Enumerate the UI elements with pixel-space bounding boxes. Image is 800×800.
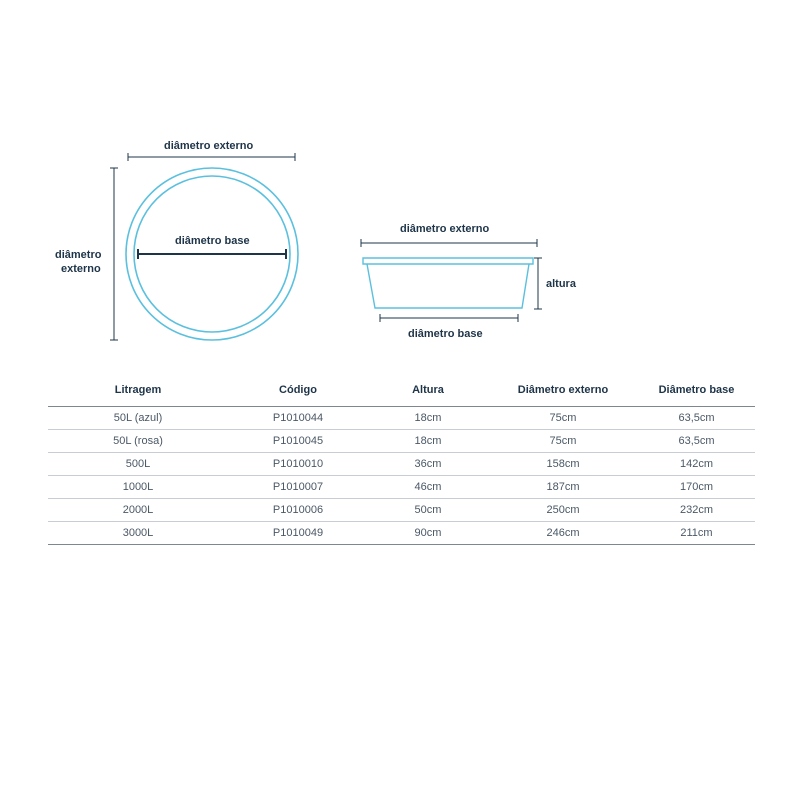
table-row bbox=[48, 430, 755, 453]
top-view-external-diameter-label: diâmetro externo bbox=[164, 140, 254, 152]
top-view-side-label-line2: externo bbox=[61, 263, 101, 275]
table-row bbox=[48, 453, 755, 476]
cell-codigo: P1010045 bbox=[228, 430, 368, 453]
cell-diametro-base: 142cm bbox=[638, 453, 755, 476]
dimension-diagram bbox=[0, 0, 800, 360]
cell-codigo: P1010049 bbox=[228, 522, 368, 545]
header-altura: Altura bbox=[368, 378, 488, 407]
cell-codigo: P1010010 bbox=[228, 453, 368, 476]
cell-diametro-externo: 158cm bbox=[488, 453, 638, 476]
table-header-row bbox=[48, 378, 755, 407]
tub-rim bbox=[363, 258, 533, 264]
cell-litragem: 3000L bbox=[48, 522, 228, 545]
specs-table bbox=[48, 378, 755, 545]
top-view-side-label-line1: diâmetro bbox=[55, 249, 102, 261]
header-diametro-base: Diâmetro base bbox=[638, 378, 755, 407]
cell-litragem: 1000L bbox=[48, 476, 228, 499]
cell-diametro-base: 63,5cm bbox=[638, 407, 755, 430]
cell-diametro-externo: 75cm bbox=[488, 430, 638, 453]
cell-litragem: 50L (azul) bbox=[48, 407, 228, 430]
cell-diametro-externo: 75cm bbox=[488, 407, 638, 430]
header-diametro-externo: Diâmetro externo bbox=[488, 378, 638, 407]
cell-diametro-externo: 246cm bbox=[488, 522, 638, 545]
cell-litragem: 2000L bbox=[48, 499, 228, 522]
table-row bbox=[48, 499, 755, 522]
cell-altura: 46cm bbox=[368, 476, 488, 499]
cell-diametro-base: 63,5cm bbox=[638, 430, 755, 453]
cell-diametro-base: 170cm bbox=[638, 476, 755, 499]
table-row bbox=[48, 522, 755, 545]
cell-codigo: P1010044 bbox=[228, 407, 368, 430]
cell-codigo: P1010006 bbox=[228, 499, 368, 522]
cell-litragem: 500L bbox=[48, 453, 228, 476]
cell-diametro-externo: 250cm bbox=[488, 499, 638, 522]
cell-litragem: 50L (rosa) bbox=[48, 430, 228, 453]
table-row bbox=[48, 407, 755, 430]
cell-diametro-base: 232cm bbox=[638, 499, 755, 522]
cell-altura: 18cm bbox=[368, 430, 488, 453]
cell-altura: 50cm bbox=[368, 499, 488, 522]
cell-diametro-externo: 187cm bbox=[488, 476, 638, 499]
side-view-drawing bbox=[361, 239, 542, 322]
cell-altura: 18cm bbox=[368, 407, 488, 430]
cell-diametro-base: 211cm bbox=[638, 522, 755, 545]
side-view-external-diameter-label: diâmetro externo bbox=[400, 223, 490, 235]
side-view-base-diameter-label: diâmetro base bbox=[408, 328, 483, 340]
header-codigo: Código bbox=[228, 378, 368, 407]
table-row bbox=[48, 476, 755, 499]
top-view-base-diameter-label: diâmetro base bbox=[175, 235, 250, 247]
side-view-height-label: altura bbox=[546, 278, 576, 290]
tub-body bbox=[367, 264, 529, 308]
header-litragem: Litragem bbox=[48, 378, 228, 407]
cell-altura: 90cm bbox=[368, 522, 488, 545]
cell-codigo: P1010007 bbox=[228, 476, 368, 499]
cell-altura: 36cm bbox=[368, 453, 488, 476]
